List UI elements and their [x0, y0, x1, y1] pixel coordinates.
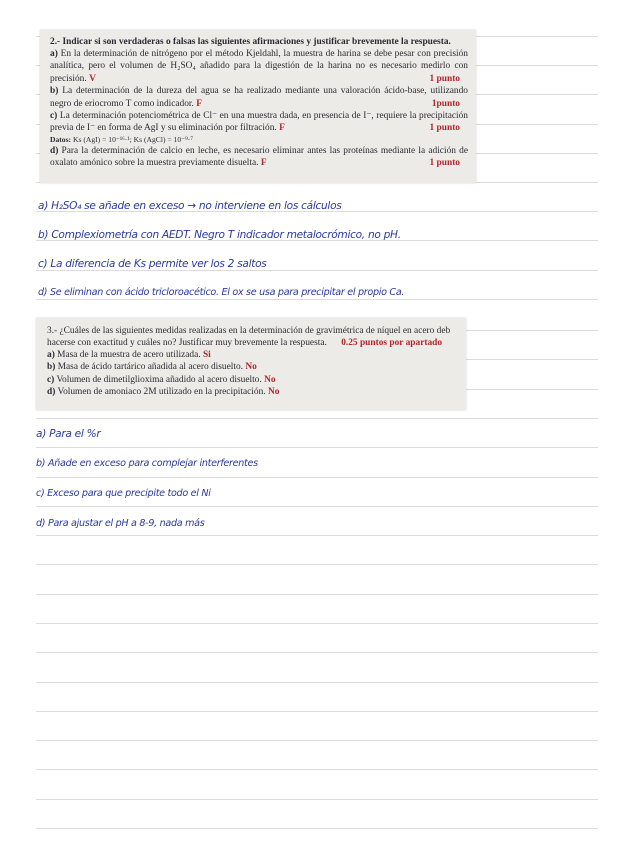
- question-2-card: [40, 30, 476, 183]
- question-3-item-d: [47, 386, 460, 398]
- question-2-title: 2.- Indicar si son verdaderas o falsas las siguientes afirmaciones y justificar brevemente la respuesta.: [50, 37, 451, 47]
- ruled-line: [36, 711, 598, 712]
- points-label: 1punto: [431, 98, 460, 109]
- verdict-no: No: [264, 374, 276, 385]
- question-2-item-a: [50, 48, 468, 85]
- question-3-item-b: [47, 361, 460, 373]
- verdict-false: F: [260, 158, 267, 169]
- ruled-line: [36, 535, 598, 536]
- item-letter: d): [47, 387, 56, 398]
- ruled-line: [36, 740, 598, 741]
- item-letter: c): [50, 111, 58, 122]
- ruled-line: [36, 564, 598, 565]
- handwritten-answer-2d: d) Se eliminan con ácido tricloroacético. El ox se usa para precipitar el propio Ca.: [38, 287, 405, 298]
- question-3-item-a: [47, 349, 460, 361]
- item-letter: a): [47, 350, 55, 360]
- item-text: Masa de ácido tartárico añadida al acero disuelto.: [55, 362, 244, 373]
- verdict-no: No: [245, 362, 257, 373]
- ruled-line: [36, 652, 598, 653]
- ruled-line: [36, 477, 598, 478]
- ruled-line: [36, 506, 598, 507]
- question-3-text: 3.- ¿Cuáles de las siguientes medidas realizadas en la determinación de gravimétrica de níquel en acero deb hacerse con exactitud y cuáles no? Justificar muy brevemente la respuesta.: [47, 326, 451, 348]
- ruled-line: [36, 299, 598, 300]
- verdict-yes: Si: [202, 350, 211, 360]
- item-letter: a): [50, 49, 58, 59]
- ruled-line: [36, 447, 598, 448]
- ruled-line: [36, 418, 598, 419]
- question-2-item-b: [50, 85, 468, 110]
- item-text: Volumen de amoniaco 2M utilizado en la precipitación.: [55, 387, 266, 398]
- ruled-line: [36, 799, 598, 800]
- handwritten-answer-2a: a) H₂SO₄ se añade en exceso → no interviene en los cálculos: [38, 200, 342, 212]
- data-label: Datos:: [50, 134, 72, 144]
- data-text: Ks (AgI) = 10⁻¹⁶·¹; Ks (AgCl) = 10⁻⁹·⁷: [71, 134, 193, 144]
- item-letter: b): [47, 362, 56, 373]
- handwritten-answer-2c: c) La diferencia de Ks permite ver los 2 saltos: [38, 258, 267, 270]
- item-text: En la determinación de nitrógeno por el método Kjeldahl, la muestra de harina se debe pesar con precisión analítica, pero el volumen de H₂SO₄ añadido para la digestión de la harina no es necesario medirlo con precisión.: [50, 49, 468, 84]
- question-3-points: 0.25 puntos por apartado: [341, 338, 443, 348]
- ruled-line: [36, 682, 598, 683]
- ruled-line: [36, 594, 598, 595]
- points-label: 1 punto: [429, 123, 460, 134]
- verdict-false: F: [279, 123, 285, 134]
- question-3-title: [47, 325, 460, 349]
- item-text: La determinación potenciométrica de Cl⁻ en una muestra dada, en presencia de I⁻, requiere la precipitación previa de I⁻ en forma de AgI y su eliminación por filtración.: [50, 111, 468, 134]
- ruled-line: [36, 623, 598, 624]
- ruled-line: [36, 828, 598, 829]
- item-text: La determinación de la dureza del agua se ha realizado mediante una valoración ácido-base, utilizando negro de eriocromo T como indicador.: [50, 86, 468, 109]
- verdict-false: F: [196, 98, 202, 109]
- points-label: 1 punto: [429, 158, 460, 169]
- verdict-true: V: [89, 73, 96, 84]
- question-2-item-c: [50, 110, 468, 135]
- question-3-card: [36, 318, 466, 410]
- question-2-item-d: [50, 145, 468, 170]
- item-letter: c): [47, 374, 55, 385]
- item-letter: b): [50, 86, 59, 97]
- handwritten-answer-3b: b) Añade en exceso para complejar interferentes: [36, 458, 258, 469]
- item-text: Volumen de dimetilglioxima añadido al acero disuelto.: [54, 374, 262, 385]
- item-letter: d): [50, 145, 59, 156]
- ruled-line: [36, 270, 598, 271]
- verdict-no: No: [267, 387, 280, 398]
- item-text: Masa de la muestra de acero utilizada.: [54, 350, 201, 360]
- handwritten-answer-2b: b) Complexiometría con AEDT. Negro T indicador metalocrómico, no pH.: [38, 229, 401, 241]
- question-3-item-c: [47, 374, 460, 386]
- handwritten-answer-3a: a) Para el %r: [36, 428, 101, 440]
- handwritten-answer-3d: d) Para ajustar el pH a 8-9, nada más: [36, 518, 205, 529]
- item-text: Para la determinación de calcio en leche, es necesario eliminar antes las proteínas mediante la adición de oxalato amónico sobre la muestra previamente disuelta.: [50, 145, 468, 169]
- question-2-data: [50, 135, 468, 145]
- handwritten-answer-3c: c) Exceso para que precipite todo el Ni: [36, 488, 211, 499]
- points-label: 1 punto: [429, 73, 460, 84]
- ruled-line: [36, 769, 598, 770]
